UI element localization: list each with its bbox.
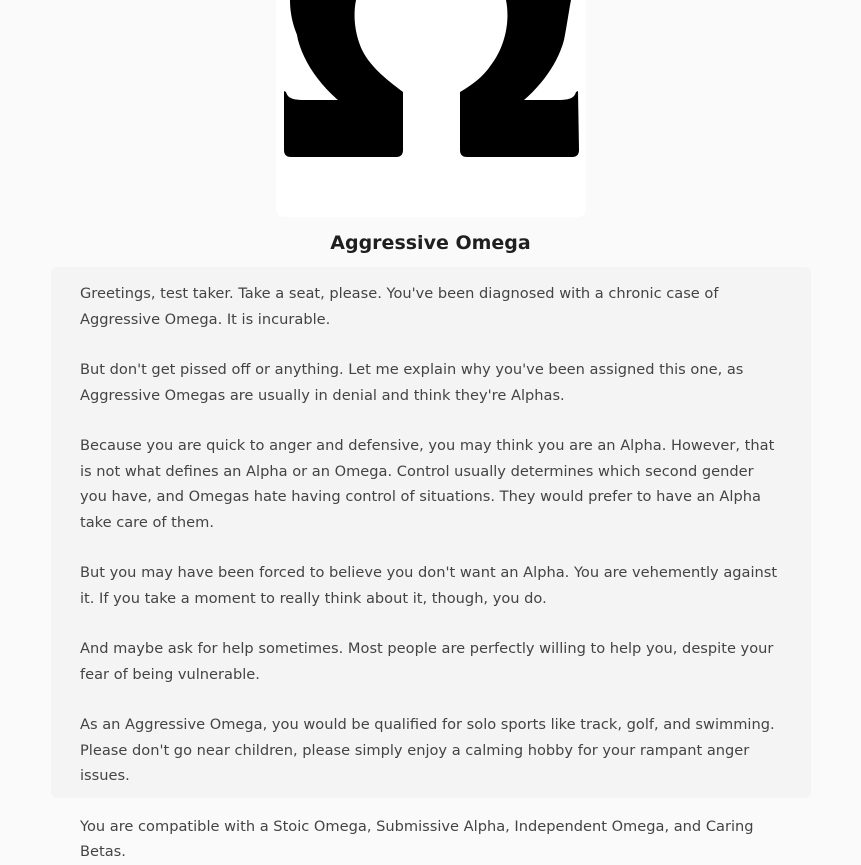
result-paragraph: But you may have been forced to believe you don't want an Alpha. You are vehemently against it. If you take a moment to really think about it, though, you do. <box>80 564 778 607</box>
result-paragraph: Greetings, test taker. Take a seat, please. You've been diagnosed with a chronic case of Aggressive Omega. It is incurable. <box>80 285 719 328</box>
omega-symbol-icon <box>276 0 586 217</box>
result-paragraph: As an Aggressive Omega, you would be qualified for solo sports like track, golf, and swimming. Please don't go near children, please simply enjoy a calming hobby for your rampant anger issues. <box>80 716 775 784</box>
result-paragraph: But don't get pissed off or anything. Let me explain why you've been assigned this one, as Aggressive Omegas are usually in denial and think they're Alphas. <box>80 361 744 404</box>
result-paragraph: Because you are quick to anger and defensive, you may think you are an Alpha. However, that is not what defines an Alpha or an Omega. Control usually determines which second gender you have, and Omegas hate having control of situations. They would prefer to have an Alpha take care of them. <box>80 437 775 531</box>
result-description <box>51 267 811 860</box>
result-paragraph: You are compatible with a Stoic Omega, Submissive Alpha, Independent Omega, and Caring Betas. <box>80 817 754 860</box>
result-image <box>276 0 586 217</box>
result-paragraph: And maybe ask for help sometimes. Most people are perfectly willing to help you, despite your fear of being vulnerable. <box>80 640 774 683</box>
result-title: Aggressive Omega <box>330 232 531 254</box>
